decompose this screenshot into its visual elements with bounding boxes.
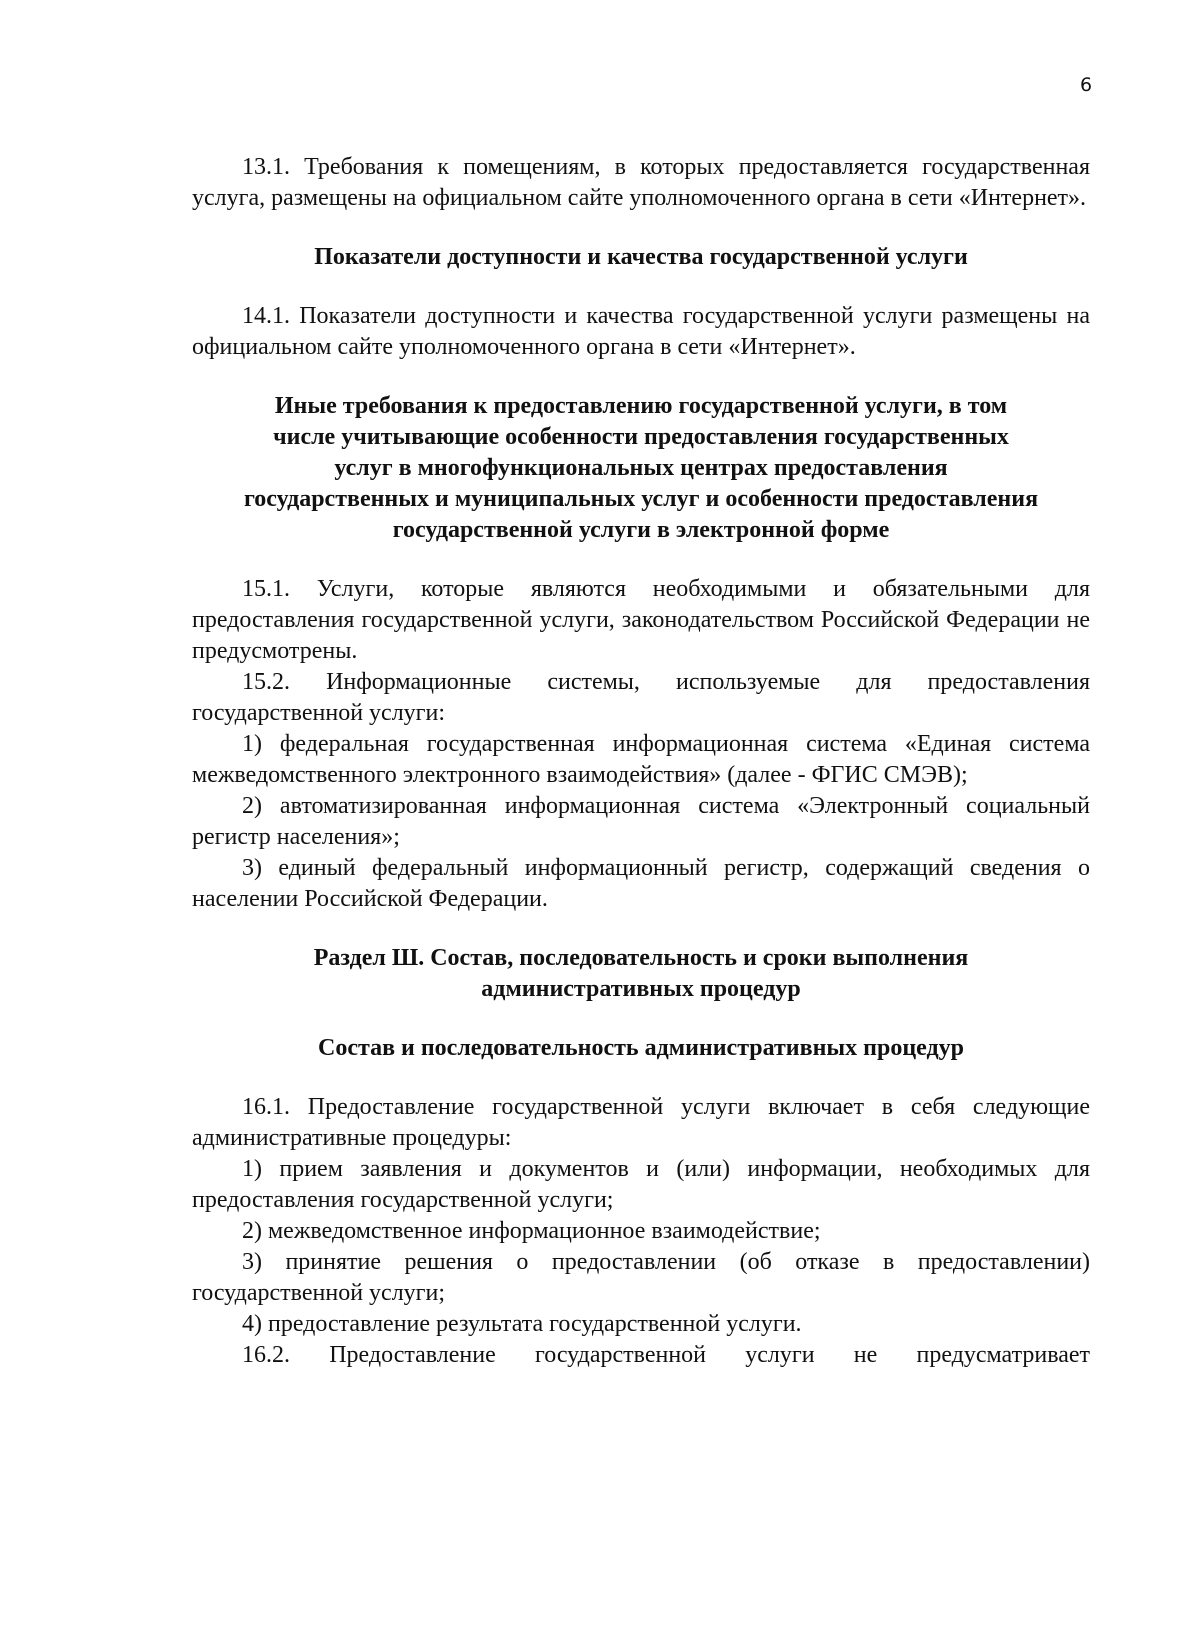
paragraph-13-1: 13.1. Требования к помещениям, в которых предоставляется государственная услуга, размещены на официальном сайте уполномоченного органа в сети «Интернет». bbox=[192, 154, 1090, 211]
paragraph-15-1: 15.1. Услуги, которые являются необходимыми и обязательными для предоставления государственной услуги, законодательством Российской Федерации не предусмотрены. bbox=[192, 576, 1090, 664]
heading-line: административных процедур bbox=[481, 976, 801, 1002]
list-item-16-1-2: 2) межведомственное информационное взаимодействие; bbox=[242, 1218, 821, 1244]
paragraph-14-1: 14.1. Показатели доступности и качества государственной услуги размещены на официальном сайте уполномоченного органа в сети «Интернет». bbox=[192, 303, 1090, 360]
paragraph-15-2: 15.2. Информационные системы, используемые для предоставления государственной услуги: bbox=[192, 669, 1090, 726]
heading-line: государственной услуги в электронной форме bbox=[392, 517, 890, 543]
document-body bbox=[192, 152, 1090, 1371]
list-item-15-2-2: 2) автоматизированная информационная система «Электронный социальный регистр населения»; bbox=[192, 793, 1090, 850]
list-item-15-2-1: 1) федеральная государственная информационная система «Единая система межведомственного электронного взаимодействия» (далее - ФГИС СМЭВ); bbox=[192, 731, 1090, 788]
heading-line: числе учитывающие особенности предоставления государственных bbox=[273, 424, 1009, 450]
heading-other-requirements bbox=[192, 391, 1090, 546]
heading-section-3 bbox=[192, 943, 1090, 1005]
page-number: 6 bbox=[1080, 74, 1093, 96]
paragraph-16-2: 16.2. Предоставление государственной услуги не предусматривает bbox=[242, 1342, 1090, 1368]
list-item-15-2-3: 3) единый федеральный информационный регистр, содержащий сведения о населении Российской Федерации. bbox=[192, 855, 1090, 912]
heading-line: Раздел Ш. Состав, последовательность и сроки выполнения bbox=[313, 945, 969, 971]
heading-accessibility: Показатели доступности и качества государственной услуги bbox=[314, 244, 968, 270]
list-item-16-1-1: 1) прием заявления и документов и (или) информации, необходимых для предоставления государственной услуги; bbox=[192, 1156, 1090, 1213]
list-item-16-1-4: 4) предоставление результата государственной услуги. bbox=[242, 1311, 802, 1337]
paragraph-16-1: 16.1. Предоставление государственной услуги включает в себя следующие административные процедуры: bbox=[192, 1094, 1090, 1151]
heading-line: услуг в многофункциональных центрах предоставления bbox=[334, 455, 948, 481]
heading-line: Иные требования к предоставлению государственной услуги, в том bbox=[274, 393, 1008, 419]
heading-composition: Состав и последовательность административных процедур bbox=[318, 1035, 964, 1061]
list-item-16-1-3: 3) принятие решения о предоставлении (об отказе в предоставлении) государственной услуги; bbox=[192, 1249, 1090, 1306]
heading-line: государственных и муниципальных услуг и особенности предоставления bbox=[243, 486, 1039, 512]
